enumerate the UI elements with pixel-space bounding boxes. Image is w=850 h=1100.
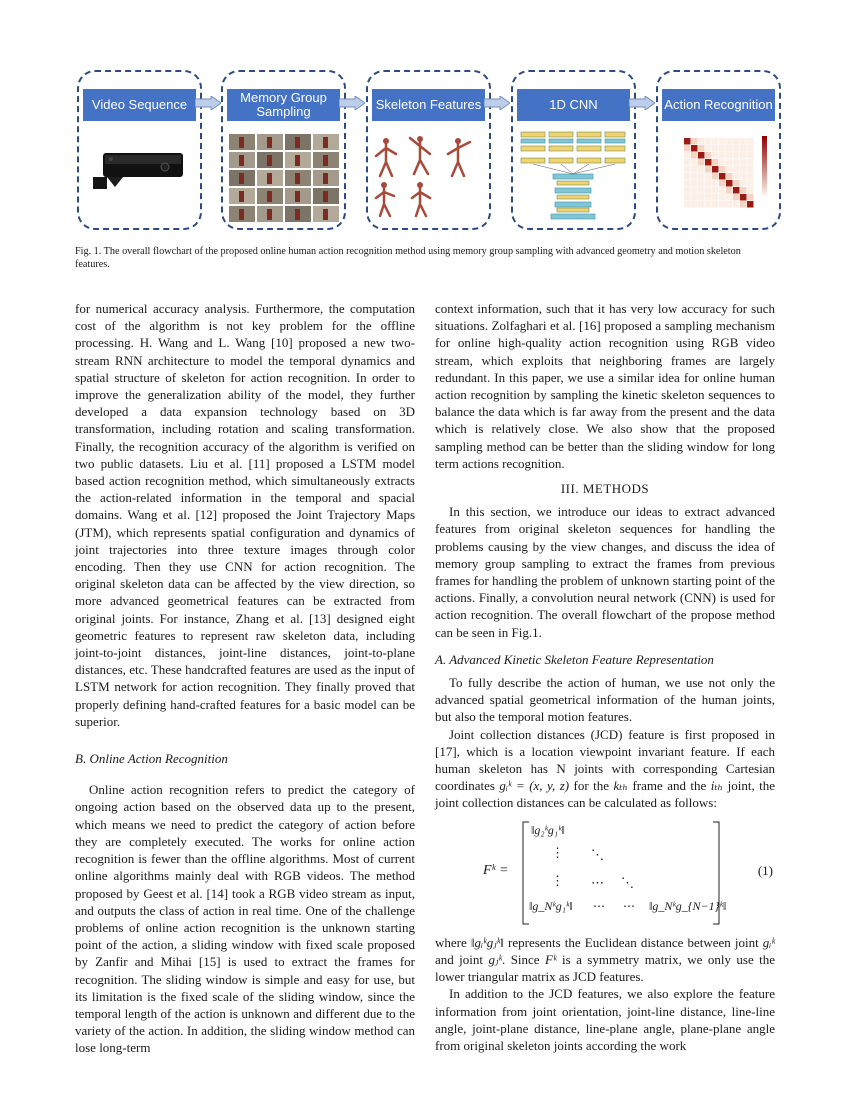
matrix-row-4-b: ⋯ [593,898,605,913]
arrow-2 [339,96,365,110]
math-fk: Fᵏ [545,951,557,967]
matrix-row-1: ‖g₂ᵏg₁ᵏ‖ [531,822,565,837]
arrow-4 [629,96,655,110]
paragraph: In this section, we introduce our ideas to extract advanced features from original skeleton sequences for handling the problems causing by the view changes, and discuss the idea of memory group sampling to extract the frames from previous frames for handling the problem of unknown starting point of the actions. Finally, a convolution neural network (CNN) is used for action recognition. The overall flowchart of the propose method can be seen in Fig.1. [435,504,775,640]
stage-title: Video Sequence [83,89,196,121]
paragraph: In addition to the JCD features, we also explore the feature information from joint orientation, joint-line distance, line-line angle, joint-plane distance, line-plane angle, plane-plane angle from original skeleton joints according the work [435,986,775,1053]
math-ith: iₜₕ [710,778,724,794]
text-run: where [435,934,471,950]
stage-title: Skeleton Features [372,89,485,121]
section-heading-feature-representation: A. Advanced Kinetic Skeleton Feature Representation [435,651,714,667]
stage-title: Memory Group Sampling [227,89,340,121]
arrow-3 [484,96,510,110]
paragraph-jcd [435,726,775,812]
math-kth: kₜₕ [613,778,629,794]
paragraph: context information, such that it has very low accuracy for such situations. Zolfaghari et al. [16] proposed a sampling mechanism for online high-quality action recognition using RGB video stream, which exploits that neighboring frames are largely redundant. In this paper, we use a similar idea for online human action recognition by sampling the kinetic skeleton sequences to balance the data which is far away from the present and the data which is relatively close. We also show that the proposed sampling method can be better than the sliding window for long term actions recognition. [435,301,775,471]
text-run: . Since [502,951,545,967]
math-norm: ‖gᵢᵏgⱼᵏ‖ [470,934,504,950]
figure-1 [0,0,850,240]
text-run: is a symmetry matrix, we only use the lower triangular matrix as JCD features. [435,951,776,985]
math-gi: gᵢᵏ [762,934,775,950]
matrix-row-4-a: ‖g_Nᵏg₁ᵏ‖ [529,898,573,913]
stage-memory-group-sampling [221,70,346,230]
stage-action-recognition [656,70,781,230]
ddots-1: ⋱ [591,846,604,862]
text-run: frame and the [628,778,711,794]
text-run: Joint collection distances (JCD) feature is first proposed in [17], which is a location viewpoint invariant feature. If each human skeleton has N joints with corresponding Cartesian coordinates [435,726,775,794]
equation-lhs: Fᵏ = [483,862,509,878]
ddots-2: ⋱ [621,874,634,890]
paragraph: Online action recognition refers to predict the category of ongoing action based on the observed data up to the present, which means we need to predict the category of action before they are completely executed. The works for online action recognition is fewer than the offline algorithms. Most of current online algorithms mainly deal with RGB videos. The method proposed by Geest et al. [14] took a RGB video stream as input, and outputs the class of action in real time. One of the challenge problems of online action recognition is the unknown starting point of the action, a sliding window with fixed scale proposed by Zanfir and Mihai [15] is used to extract the frames for recognition. The sliding window is simple and easy for use, but its limitation is the fixed scale of the sliding window, since the temporal length of the action is unknown and different due to the variety of the action. In addition, the sliding window method can lose long-term [75,782,415,1056]
paragraph-where [435,934,775,986]
math-gj: gⱼᵏ [488,951,503,967]
section-heading-online-action-recognition: B. Online Action Recognition [75,751,228,767]
equation-number: (1) [757,862,773,878]
stage-title: Action Recognition [662,89,775,121]
vdots-2: ⋮ [551,872,564,888]
equation-1 [435,818,775,928]
kinect-sensor-image [89,147,189,197]
stage-title: 1D CNN [517,89,630,121]
text-run: for the [569,778,614,794]
left-column [75,300,415,1057]
cnn-architecture-diagram [517,130,629,222]
text-run: joint, the joint collection distances can be calculated as follows: [435,778,776,811]
figure-caption: Fig. 1. The overall flowchart of the proposed online human action recognition method using memory group sampling with advanced geometry and motion skeleton features. [75,246,741,270]
paragraph: To fully describe the action of human, we use not only the advanced spatial geometrical information of the human joints, but also the temporal motion features. [435,675,775,725]
stage-1d-cnn [511,70,636,230]
sampled-frames-grid [227,132,339,222]
matrix-row-4-d: ‖g_Nᵏg_{N−1}ᵏ‖ [649,898,727,913]
arrow-1 [195,96,221,110]
stage-video-sequence [77,70,202,230]
right-column [435,300,775,1054]
text-run: and joint [435,951,489,967]
vdots-1: ⋮ [551,844,564,860]
math-coordinates: gᵢᵏ = (x, y, z) [499,778,570,794]
hdots-1: ⋯ [591,874,604,890]
stage-skeleton-features [366,70,491,230]
paragraph: for numerical accuracy analysis. Furthermore, the computation cost of the algorithm is not key problem for the offline processing. H. Wang and L. Wang [10] proposed a new two-stream RNN architecture to model the temporal dynamics and spatial structure of skeleton for action recognition. In order to improve the generalization ability of the model, they further developed a data expansion technology based on 3D transformation, including rotation and scaling transformation. Finally, the recognition accuracy of the algorithm is verified on two public datasets. Liu et al. [11] proposed a LSTM model based action recognition method, which simultaneously extracts the action-related information in the temporal and spacial domains. Wang et al. [12] proposed the Joint Trajectory Maps (JTM), which represents spatial configuration and dynamics of joint trajectories into three texture images through color encoding. Then they use CNN for action recognition. The original skeleton data can be affected by the view direction, so more advanced geometrical features can be extracted from original joints. For instance, Zhang et al. [13] designed eight geometric features to represent raw skeleton data, including joint-to-joint distances, joint-line distances, joint-to-plane distances, etc. These handcrafted features are used as the input of LSTM network for action recognition. They finally proved that properly defining hand-crafted features for a basic model can be superior. [75,301,415,729]
matrix-row-4-c: ⋯ [623,898,635,913]
skeleton-figures [372,132,484,222]
text-run: represents the Euclidean distance between joint [503,934,763,950]
confusion-matrix-image [664,130,776,224]
section-heading-methods: III. METHODS [560,481,650,497]
